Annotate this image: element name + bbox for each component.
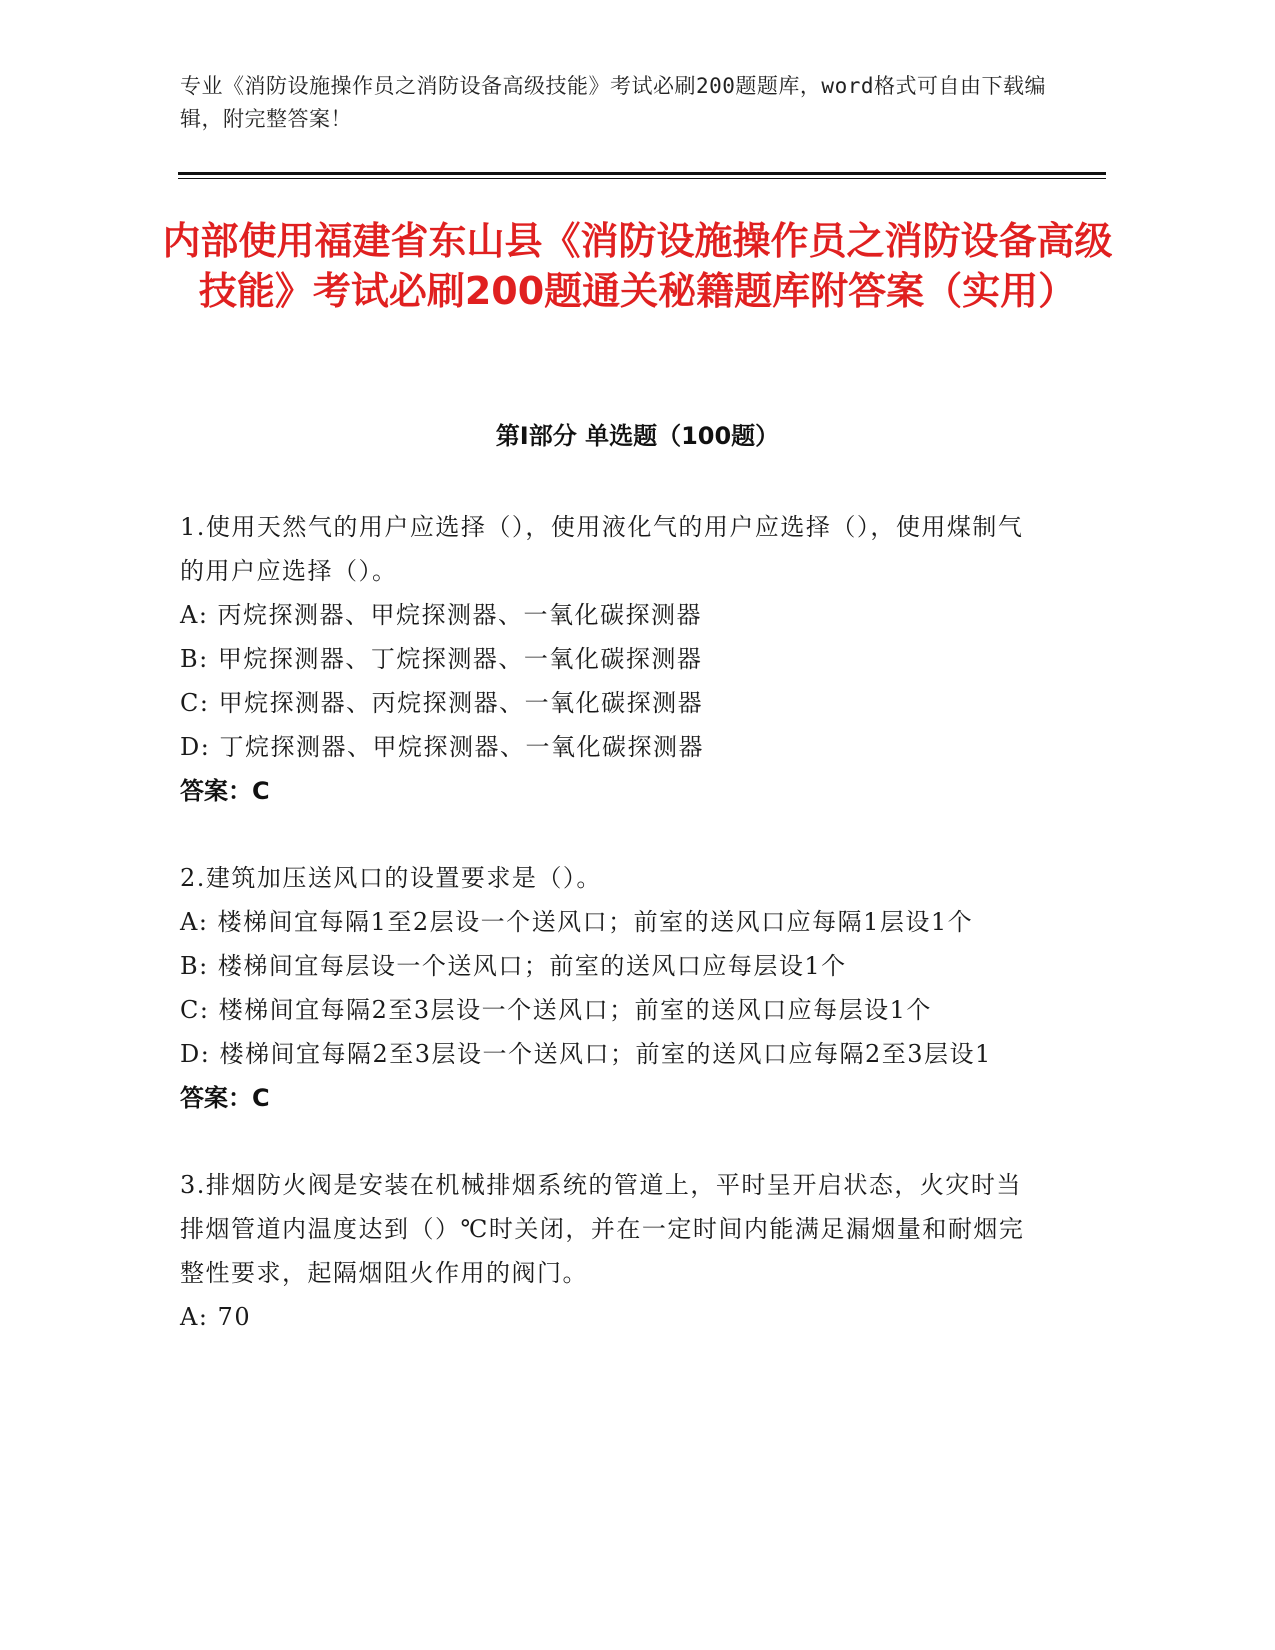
- header-divider-thin: [178, 178, 1106, 179]
- header-note: 专业《消防设施操作员之消防设备高级技能》考试必刷200题题库，word格式可自由下载编辑，附完整答案！: [180, 74, 1046, 131]
- option-c: C: 甲烷探测器、丙烷探测器、一氧化碳探测器: [180, 689, 704, 717]
- header-divider-thick: [178, 172, 1106, 175]
- option-d: D: 楼梯间宜每隔2至3层设一个送风口；前室的送风口应每隔2至3层设1: [180, 1040, 992, 1068]
- question-list: [180, 505, 1040, 1382]
- question-text: 3.排烟防火阀是安装在机械排烟系统的管道上，平时呈开启状态，火灾时当排烟管道内温度达到（）℃时关闭，并在一定时间内能满足漏烟量和耐烟完整性要求，起隔烟阻火作用的阀门。: [180, 1171, 1025, 1287]
- question-3: [180, 1163, 1040, 1339]
- option-c: C: 楼梯间宜每隔2至3层设一个送风口；前室的送风口应每层设1个: [180, 996, 932, 1024]
- question-2: [180, 856, 1040, 1120]
- option-a: A: 70: [180, 1303, 252, 1331]
- section-title: 第Ⅰ部分 单选题（100题）: [495, 422, 780, 450]
- question-text: 1.使用天然气的用户应选择（），使用液化气的用户应选择（），使用煤制气的用户应选择（）。: [180, 513, 1024, 585]
- question-1: [180, 505, 1040, 813]
- answer: 答案：C: [180, 1084, 270, 1112]
- question-text: 2.建筑加压送风口的设置要求是（）。: [180, 864, 602, 892]
- document-title: 内部使用福建省东山县《消防设施操作员之消防设备高级技能》考试必刷200题通关秘籍题库附答案（实用）: [162, 219, 1113, 313]
- option-d: D: 丁烷探测器、甲烷探测器、一氧化碳探测器: [180, 733, 704, 761]
- option-b: B: 楼梯间宜每层设一个送风口；前室的送风口应每层设1个: [180, 952, 847, 980]
- option-b: B: 甲烷探测器、丁烷探测器、一氧化碳探测器: [180, 645, 703, 673]
- option-a: A: 楼梯间宜每隔1至2层设一个送风口；前室的送风口应每隔1层设1个: [180, 908, 974, 936]
- option-a: A: 丙烷探测器、甲烷探测器、一氧化碳探测器: [180, 601, 703, 629]
- answer: 答案：C: [180, 777, 270, 805]
